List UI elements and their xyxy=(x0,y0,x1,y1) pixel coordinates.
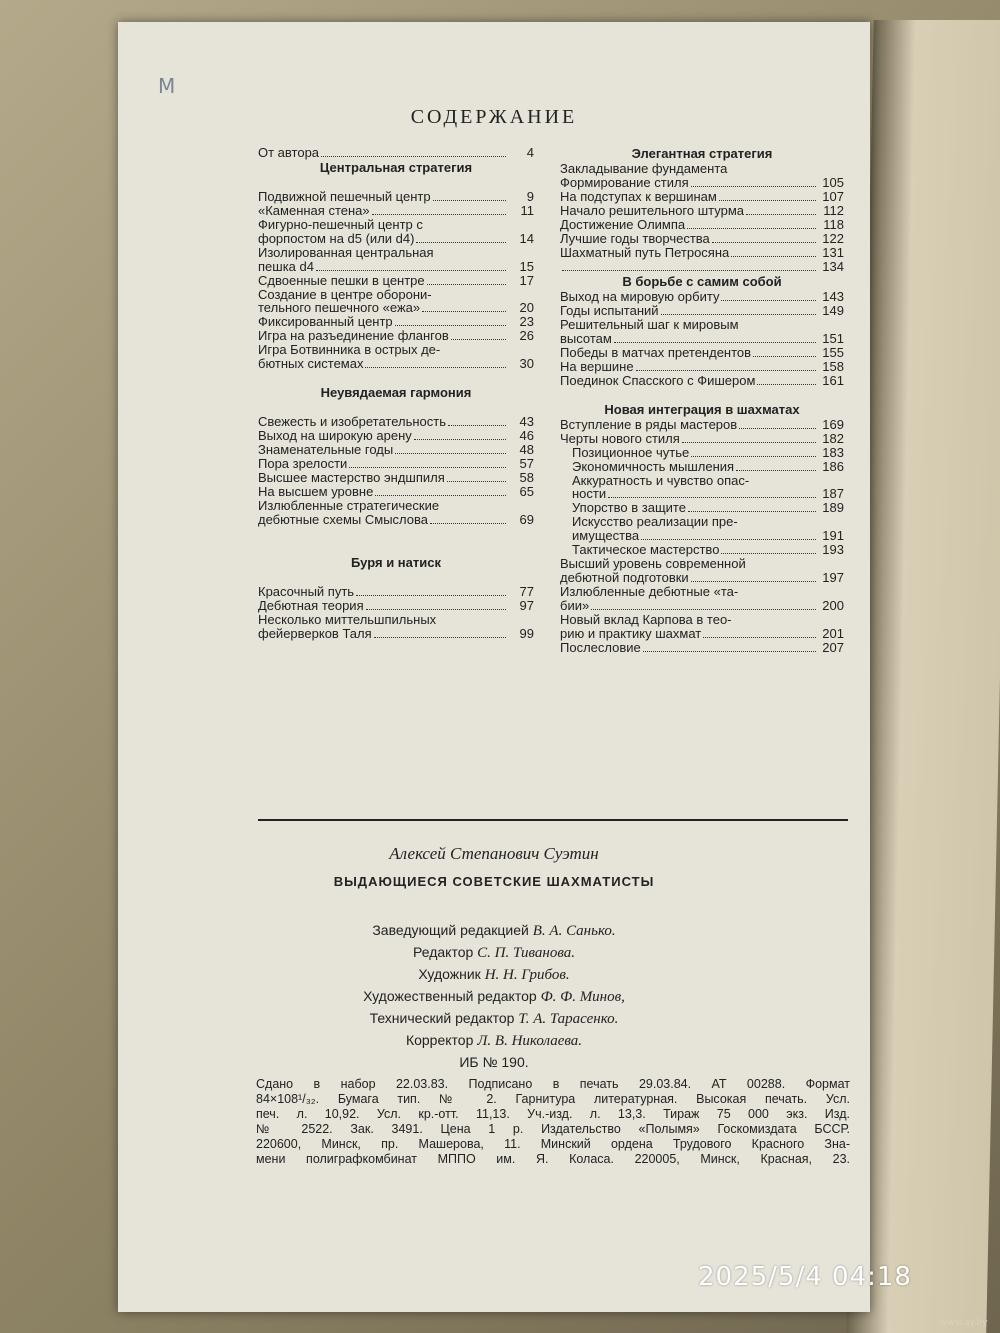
toc-page-number: 46 xyxy=(519,428,534,444)
toc-entry-title: Поединок Спасского с Фишером xyxy=(560,372,756,388)
toc-entry xyxy=(258,218,534,232)
toc-page-number: 118 xyxy=(823,216,844,232)
toc-entry-title: Свежесть и изобретательность xyxy=(258,414,447,430)
toc-entry-title: Закладывание фундамента xyxy=(560,161,728,176)
credit-line xyxy=(118,1008,870,1030)
dot-leader xyxy=(691,581,816,582)
credit-role: Технический редактор xyxy=(369,1010,519,1026)
toc-entry xyxy=(258,246,534,260)
toc-page-number: 4 xyxy=(526,145,534,160)
toc-page-number: 143 xyxy=(822,288,844,304)
author-name: Алексей Степанович Суэтин xyxy=(389,844,599,863)
dot-leader xyxy=(643,651,816,652)
credit-line xyxy=(118,1030,870,1052)
toc-entry xyxy=(258,274,534,288)
toc-entry xyxy=(560,318,844,332)
toc-entry xyxy=(560,571,844,585)
ib-number: ИБ № 190. xyxy=(459,1054,529,1070)
dot-leader xyxy=(682,442,816,443)
toc-page-number: 58 xyxy=(519,470,534,486)
imprint-line: мени полиграфкомбинат МППО им. Я. Коласа. 220005, Минск, Красная, 23. xyxy=(256,1152,850,1166)
credit-name: Л. В. Николаева. xyxy=(477,1033,583,1049)
section-heading: Элегантная стратегия xyxy=(631,146,773,161)
toc-page-number: 191 xyxy=(822,528,844,544)
toc-entry xyxy=(560,232,844,246)
toc-entry xyxy=(560,627,844,641)
toc-entry xyxy=(560,487,844,501)
toc-entry-title: Игра Ботвинника в острых де- xyxy=(258,342,441,358)
toc-page-number: 20 xyxy=(519,300,534,316)
dot-leader xyxy=(316,270,506,271)
dot-leader xyxy=(688,511,816,512)
imprint-line: Сдано в набор 22.03.83. Подписано в печать 29.03.84. АТ 00288. Формат xyxy=(256,1077,850,1091)
toc-entry xyxy=(258,627,534,641)
toc-entry xyxy=(560,346,844,360)
toc-entry-title: Игра на разъединение флангов xyxy=(258,328,449,344)
spacer xyxy=(258,571,534,585)
toc-page-number: 186 xyxy=(822,458,844,474)
dot-leader xyxy=(757,384,816,385)
dot-leader xyxy=(736,470,816,471)
toc-page-number: 207 xyxy=(822,639,844,655)
toc-entry xyxy=(258,585,534,599)
dot-leader xyxy=(641,539,816,540)
dot-leader xyxy=(321,156,506,157)
toc-entry-title: Экономичность мышления xyxy=(572,458,735,474)
toc-page-number: 23 xyxy=(519,314,534,330)
toc-entry xyxy=(258,146,534,160)
pencil-mark: М xyxy=(158,74,176,98)
toc-entry xyxy=(258,443,534,457)
toc-entry xyxy=(560,218,844,232)
toc-page-number: 193 xyxy=(822,542,844,558)
spacer xyxy=(258,401,534,415)
toc-entry xyxy=(560,446,844,460)
credit-name: Т. А. Тарасенко. xyxy=(518,1011,619,1027)
toc-page-number: 65 xyxy=(519,484,534,500)
dot-leader xyxy=(349,467,506,468)
toc-entry-title: На вершине xyxy=(560,358,634,374)
toc-entry-title: Пора зрелости xyxy=(258,456,348,472)
toc-page-number: 11 xyxy=(520,203,534,218)
dot-leader xyxy=(719,200,816,201)
toc-entry-title: Выход на мировую орбиту xyxy=(560,288,720,304)
toc-entry-title: Сдвоенные пешки в центре xyxy=(258,272,425,288)
credit-name: Ф. Ф. Минов, xyxy=(540,989,625,1005)
toc-entry-title: Решительный шаг к мировым xyxy=(560,316,739,332)
toc-entry-title: Позиционное чутье xyxy=(572,444,690,460)
toc-entry-title: Шахматный путь Петросяна xyxy=(560,244,730,260)
toc-entry xyxy=(560,290,844,304)
toc-entry xyxy=(560,176,844,190)
toc-entry-title: рию и практику шахмат xyxy=(560,625,702,641)
toc-right-column xyxy=(560,146,844,655)
toc-entry-title: Создание в центре оборони- xyxy=(258,286,432,302)
toc-page-number: 187 xyxy=(822,486,844,502)
section-heading: Неувядаемая гармония xyxy=(320,385,472,401)
toc-entry-title: От автора xyxy=(258,145,320,160)
toc-entry-title: Новый вклад Карпова в тео- xyxy=(560,611,732,627)
toc-page-number: 99 xyxy=(519,625,534,641)
toc-entry-title: форпостом на d5 (или d4) xyxy=(258,230,415,246)
dot-leader xyxy=(591,609,816,610)
toc-entry-title: тельного пешечного «ежа» xyxy=(258,300,421,316)
toc-left-column xyxy=(258,146,534,641)
dot-leader xyxy=(365,367,506,368)
book-page xyxy=(118,22,870,1312)
toc-page-number: 57 xyxy=(519,456,534,472)
toc-entry xyxy=(560,515,844,529)
toc-page-number: 155 xyxy=(822,344,844,360)
dot-leader xyxy=(414,439,506,440)
toc-entry-title: Упорство в защите xyxy=(572,500,686,516)
photo-timestamp: 2025/5/4 04:18 xyxy=(698,1262,912,1292)
dot-leader xyxy=(433,200,506,201)
credit-role: Заведующий редакцией xyxy=(372,922,533,938)
toc-entry xyxy=(560,460,844,474)
toc-entry-title: Формирование стиля xyxy=(560,174,689,190)
toc-entry-title: Черты нового стиля xyxy=(560,430,680,446)
toc-entry-title: На подступах к вершинам xyxy=(560,188,717,204)
toc-entry xyxy=(258,599,534,613)
toc-page-number: 151 xyxy=(822,330,844,346)
dot-leader xyxy=(451,339,506,340)
dot-leader xyxy=(721,553,816,554)
toc-page-number: 182 xyxy=(822,430,844,446)
toc-entry-title: Годы испытаний xyxy=(560,302,659,318)
toc-entry xyxy=(258,457,534,471)
toc-page-number: 131 xyxy=(822,244,844,260)
credit-role: Корректор xyxy=(405,1032,478,1048)
toc-entry xyxy=(560,529,844,543)
toc-entry xyxy=(560,418,844,432)
section-heading: В борьбе с самим собой xyxy=(622,273,782,289)
toc-page-number: 107 xyxy=(822,188,844,204)
dot-leader xyxy=(422,311,506,312)
dot-leader xyxy=(753,356,816,357)
toc-entry-title: Начало решительного штурма xyxy=(560,202,745,218)
toc-entry xyxy=(560,374,844,388)
dot-leader xyxy=(739,428,816,429)
imprint-block xyxy=(256,1077,850,1167)
toc-page-number: 17 xyxy=(519,272,534,288)
toc-entry xyxy=(258,315,534,329)
toc-entry-title: Фиксированный центр xyxy=(258,314,393,330)
toc-entry xyxy=(560,432,844,446)
toc-entry-title: Послесловие xyxy=(560,639,641,655)
toc-entry xyxy=(258,301,534,315)
watermark: www.ay.by xyxy=(940,1318,988,1328)
toc-entry xyxy=(560,543,844,557)
imprint-line: 220600, Минск, пр. Машерова, 11. Минский ордена Трудового Красного Зна- xyxy=(256,1137,850,1151)
toc-entry xyxy=(258,204,534,218)
toc-entry-title: высотам xyxy=(560,330,612,346)
toc-entry xyxy=(560,332,844,346)
toc-entry xyxy=(560,190,844,204)
toc-entry-title: Победы в матчах претендентов xyxy=(560,344,752,360)
toc-entry-title: Лучшие годы творчества xyxy=(560,230,710,246)
toc-page-number: 15 xyxy=(519,258,534,274)
toc-entry-title: На высшем уровне xyxy=(258,484,374,500)
toc-entry-title: «Каменная стена» xyxy=(258,203,370,218)
dot-leader xyxy=(427,284,506,285)
imprint-line: № 2522. Зак. 3491. Цена 1 р. Издательство «Полымя» Госкомиздата БССР. xyxy=(256,1122,850,1136)
dot-leader xyxy=(731,256,816,257)
imprint-line: 84×108¹/₃₂. Бумага тип. № 2. Гарнитура литературная. Высокая печать. Усл. xyxy=(256,1092,850,1106)
toc-entry-title: Подвижной пешечный центр xyxy=(258,189,431,204)
toc-entry xyxy=(560,304,844,318)
toc-page-number: 9 xyxy=(526,189,534,204)
toc-title: СОДЕРЖАНИЕ xyxy=(410,106,578,128)
dot-leader xyxy=(448,425,506,426)
toc-entry-title: Красочный путь xyxy=(258,583,355,599)
spacer xyxy=(258,176,534,190)
toc-entry xyxy=(560,613,844,627)
toc-entry xyxy=(258,429,534,443)
dot-leader xyxy=(721,300,816,301)
toc-entry xyxy=(560,360,844,374)
toc-page-number: 14 xyxy=(519,230,534,246)
toc-entry xyxy=(560,501,844,515)
credit-role: Художественный редактор xyxy=(363,988,541,1004)
toc-entry xyxy=(258,613,534,627)
section-heading: Центральная стратегия xyxy=(319,160,473,175)
dot-leader xyxy=(712,242,816,243)
credit-line xyxy=(118,986,870,1008)
toc-entry-title: дебютные схемы Смыслова xyxy=(258,511,428,527)
dot-leader xyxy=(374,637,506,638)
toc-entry xyxy=(560,585,844,599)
toc-entry-title: имущества xyxy=(572,528,640,544)
dot-leader xyxy=(562,270,816,271)
credit-line xyxy=(118,920,870,942)
toc-entry xyxy=(560,599,844,613)
dot-leader xyxy=(395,453,506,454)
toc-page-number: 26 xyxy=(519,328,534,344)
toc-entry xyxy=(560,246,844,260)
toc-entry xyxy=(258,232,534,246)
dot-leader xyxy=(636,370,816,371)
toc-entry-title: Несколько миттельшпильных xyxy=(258,611,437,627)
toc-entry xyxy=(560,162,844,176)
toc-entry-title: Вступление в ряды мастеров xyxy=(560,416,738,432)
toc-page-number: 149 xyxy=(822,302,844,318)
toc-entry-title: дебютной подготовки xyxy=(560,569,689,585)
credit-role: Редактор xyxy=(413,944,478,960)
toc-entry xyxy=(258,415,534,429)
toc-page-number: 122 xyxy=(822,230,844,246)
dot-leader xyxy=(356,595,506,596)
toc-entry-title: Дебютная теория xyxy=(258,597,364,613)
dot-leader xyxy=(375,495,506,496)
toc-page-number: 183 xyxy=(822,444,844,460)
toc-entry xyxy=(560,557,844,571)
toc-page-number: 48 xyxy=(519,442,534,458)
toc-entry-title: Изолированная центральная xyxy=(258,244,434,260)
toc-page-number: 169 xyxy=(822,416,844,432)
toc-entry xyxy=(258,471,534,485)
toc-entry-title: Фигурно-пешечный центр с xyxy=(258,217,423,232)
dot-leader xyxy=(372,214,506,215)
toc-page-number: 197 xyxy=(822,569,844,585)
toc-page-number: 201 xyxy=(822,625,844,641)
toc-entry xyxy=(560,204,844,218)
toc-page-number: 69 xyxy=(519,511,534,527)
toc-page-number: 189 xyxy=(822,500,844,516)
toc-entry xyxy=(560,260,844,274)
toc-entry xyxy=(258,288,534,302)
toc-entry-title: Знаменательные годы xyxy=(258,442,394,458)
book-title: ВЫДАЮЩИЕСЯ СОВЕТСКИЕ ШАХМАТИСТЫ xyxy=(333,874,655,889)
credit-line xyxy=(118,964,870,986)
credit-name: Н. Н. Грибов. xyxy=(484,967,570,983)
toc-entry-title: ности xyxy=(572,486,607,502)
toc-entry xyxy=(258,343,534,357)
imprint-line: печ. л. 10,92. Усл. кр.-отт. 11,13. Уч.-изд. л. 13,3. Тираж 75 000 экз. Изд. xyxy=(256,1107,850,1121)
toc-entry-title: бютных системах xyxy=(258,356,364,372)
dot-leader xyxy=(691,456,816,457)
toc-page-number: 161 xyxy=(822,372,844,388)
dot-leader xyxy=(366,609,506,610)
toc-entry xyxy=(258,190,534,204)
toc-entry xyxy=(258,329,534,343)
toc-entry-title: Излюбленные стратегические xyxy=(258,498,440,514)
dot-leader xyxy=(614,342,816,343)
credit-name: В. А. Санько. xyxy=(532,923,616,939)
dot-leader xyxy=(608,497,816,498)
spacer xyxy=(258,527,534,541)
toc-page-number: 30 xyxy=(519,356,534,372)
credits-block xyxy=(118,920,870,1052)
toc-entry-title: Излюбленные дебютные «та- xyxy=(560,583,739,599)
toc-page-number: 158 xyxy=(822,358,844,374)
toc-entry-title: бии» xyxy=(560,597,590,613)
credit-line xyxy=(118,942,870,964)
toc-page-number: 112 xyxy=(823,202,844,218)
spacer xyxy=(560,388,844,402)
toc-entry xyxy=(560,641,844,655)
toc-page-number: 105 xyxy=(822,174,844,190)
toc-entry xyxy=(258,357,534,371)
divider-rule xyxy=(258,819,848,821)
toc-entry xyxy=(258,485,534,499)
spacer xyxy=(258,371,534,385)
toc-entry-title: пешка d4 xyxy=(258,258,314,274)
dot-leader xyxy=(430,523,506,524)
toc-page-number: 43 xyxy=(519,414,534,430)
toc-page-number: 200 xyxy=(822,597,844,613)
toc-entry-title: Аккуратность и чувство опас- xyxy=(572,472,750,488)
toc-entry-title: Выход на широкую арену xyxy=(258,428,412,444)
toc-page-number: 97 xyxy=(519,597,534,613)
toc-entry xyxy=(560,474,844,488)
credit-name: С. П. Тиванова. xyxy=(477,945,575,961)
section-heading: Новая интеграция в шахматах xyxy=(604,401,800,417)
toc-entry-title: фейерверков Таля xyxy=(258,625,372,641)
section-heading: Буря и натиск xyxy=(351,554,441,570)
dot-leader xyxy=(416,242,506,243)
dot-leader xyxy=(447,481,506,482)
dot-leader xyxy=(691,186,816,187)
toc-page-number: 134 xyxy=(822,258,844,274)
credit-role: Художник xyxy=(418,966,485,982)
dot-leader xyxy=(661,314,816,315)
toc-page-number: 77 xyxy=(519,583,534,599)
toc-entry xyxy=(258,260,534,274)
toc-entry-title: Достижение Олимпа xyxy=(560,216,686,232)
dot-leader xyxy=(395,325,506,326)
toc-entry xyxy=(258,513,534,527)
dot-leader xyxy=(687,228,816,229)
toc-entry xyxy=(258,499,534,513)
spacer xyxy=(258,541,534,555)
toc-entry-title: Высшее мастерство эндшпиля xyxy=(258,470,445,486)
toc-entry-title: Высший уровень современной xyxy=(560,556,746,572)
toc-entry-title: Тактическое мастерство xyxy=(572,542,720,558)
dot-leader xyxy=(746,214,816,215)
toc-entry-title: Искусство реализации пре- xyxy=(572,514,738,530)
dot-leader xyxy=(703,637,816,638)
